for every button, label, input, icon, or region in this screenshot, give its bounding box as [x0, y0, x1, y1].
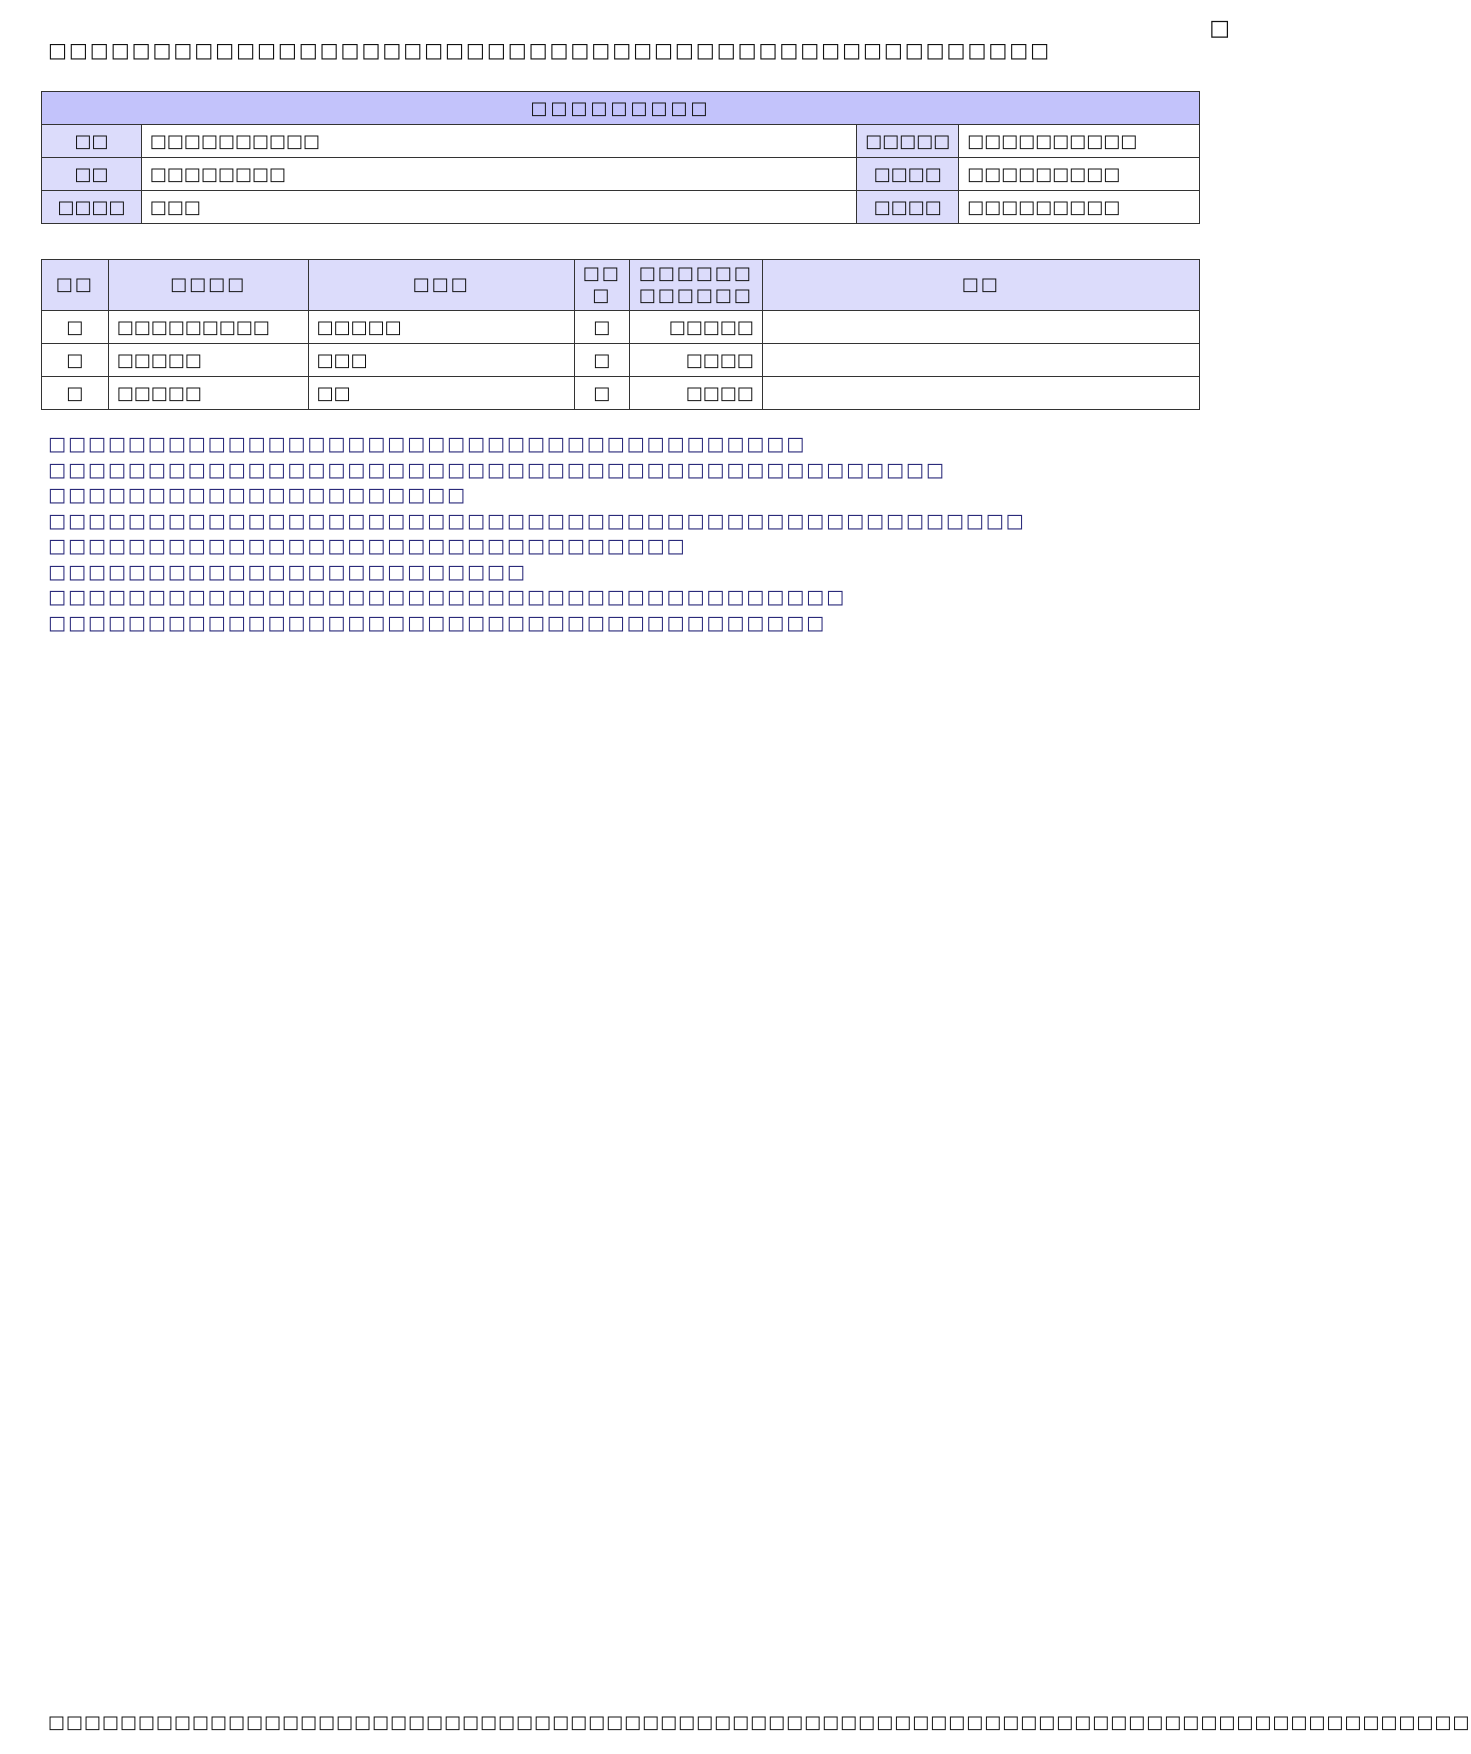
info-row: [42, 158, 1200, 191]
items-header-row: [42, 260, 1200, 311]
notes-block: [48, 432, 1026, 636]
cell-code: □□□□□□□□□: [108, 311, 308, 344]
info-table: [41, 91, 1200, 224]
cell-code: □□□□□: [108, 377, 308, 410]
note-line: □□□□□□□□□□□□□□□□□□□□□□□□□□□□□□□□□□□□□□□□: [48, 586, 847, 608]
info-value: □□□□□□□□□: [959, 158, 1200, 191]
cell-name: □□□□□: [308, 311, 574, 344]
cell-note: [762, 311, 1199, 344]
info-row: [42, 191, 1200, 224]
cell-code: □□□□□: [108, 344, 308, 377]
cell-no: □: [42, 311, 109, 344]
info-label: □□□□: [857, 158, 959, 191]
column-header: □□: [42, 260, 109, 311]
cell-qty: □: [574, 377, 629, 410]
cell-qty: □: [574, 344, 629, 377]
column-header: □□□□: [108, 260, 308, 311]
note-line: □□□□□□□□□□□□□□□□□□□□□□□□□□□□□□□□□□□□□□□□□□□□□□□□□: [48, 509, 1026, 532]
table-row: [42, 311, 1200, 344]
note-line: □□□□□□□□□□□□□□□□□□□□□□□□□□□□□□□□□□□□□□□□□□□□□: [48, 458, 946, 481]
info-value: □□□□□□□□□□: [141, 125, 856, 158]
info-label: □□□□: [42, 191, 142, 224]
column-header: □□ □: [574, 260, 629, 311]
cell-amount: □□□□□: [629, 311, 762, 344]
cell-amount: □□□□: [629, 377, 762, 410]
cell-name: □□□: [308, 344, 574, 377]
cell-qty: □: [574, 311, 629, 344]
cell-no: □: [42, 344, 109, 377]
document-footer: □□□□□□□□□□□□□□□□□□□□□□□□□□□□□□□□□□□□□□□□□□□□□□□□□□□□□□□□□□□□□□□□□□□□□□□□□□□□□□□: [48, 1712, 1471, 1733]
cell-name: □□: [308, 377, 574, 410]
cell-amount: □□□□: [629, 344, 762, 377]
cell-note: [762, 377, 1199, 410]
corner-mark: □: [1209, 16, 1230, 41]
cell-note: [762, 344, 1199, 377]
note-line: □□□□□□□□□□□□□□□□□□□□□□□□□□□□□□□□□□□□□□□: [48, 611, 827, 634]
info-label: □□□□□: [857, 125, 959, 158]
column-header: □□: [762, 260, 1199, 311]
cell-no: □: [42, 377, 109, 410]
info-value: □□□□□□□□: [141, 158, 856, 191]
info-value: □□□□□□□□□□: [959, 125, 1200, 158]
info-label: □□□□: [857, 191, 959, 224]
column-header: □□□: [308, 260, 574, 311]
info-label: □□: [42, 158, 142, 191]
info-row: [42, 125, 1200, 158]
info-label: □□: [42, 125, 142, 158]
note-line: □□□□□□□□□□□□□□□□□□□□□: [48, 484, 467, 506]
table-row: [42, 344, 1200, 377]
info-title: □□□□□□□□□: [42, 92, 1200, 125]
items-table: [41, 259, 1200, 410]
column-header: □□□□□□ □□□□□□: [629, 260, 762, 311]
document-header: □□□□□□□□□□□□□□□□□□□□□□□□□□□□□□□□□□□□□□□□□□□□□□□□: [48, 38, 1052, 62]
info-value: □□□□□□□□□: [959, 191, 1200, 224]
note-line: □□□□□□□□□□□□□□□□□□□□□□□□□□□□□□□□: [48, 535, 687, 557]
table-row: [42, 377, 1200, 410]
info-value: □□□: [141, 191, 856, 224]
note-line: □□□□□□□□□□□□□□□□□□□□□□□□□□□□□□□□□□□□□□: [48, 433, 807, 455]
note-line: □□□□□□□□□□□□□□□□□□□□□□□□: [48, 560, 527, 583]
